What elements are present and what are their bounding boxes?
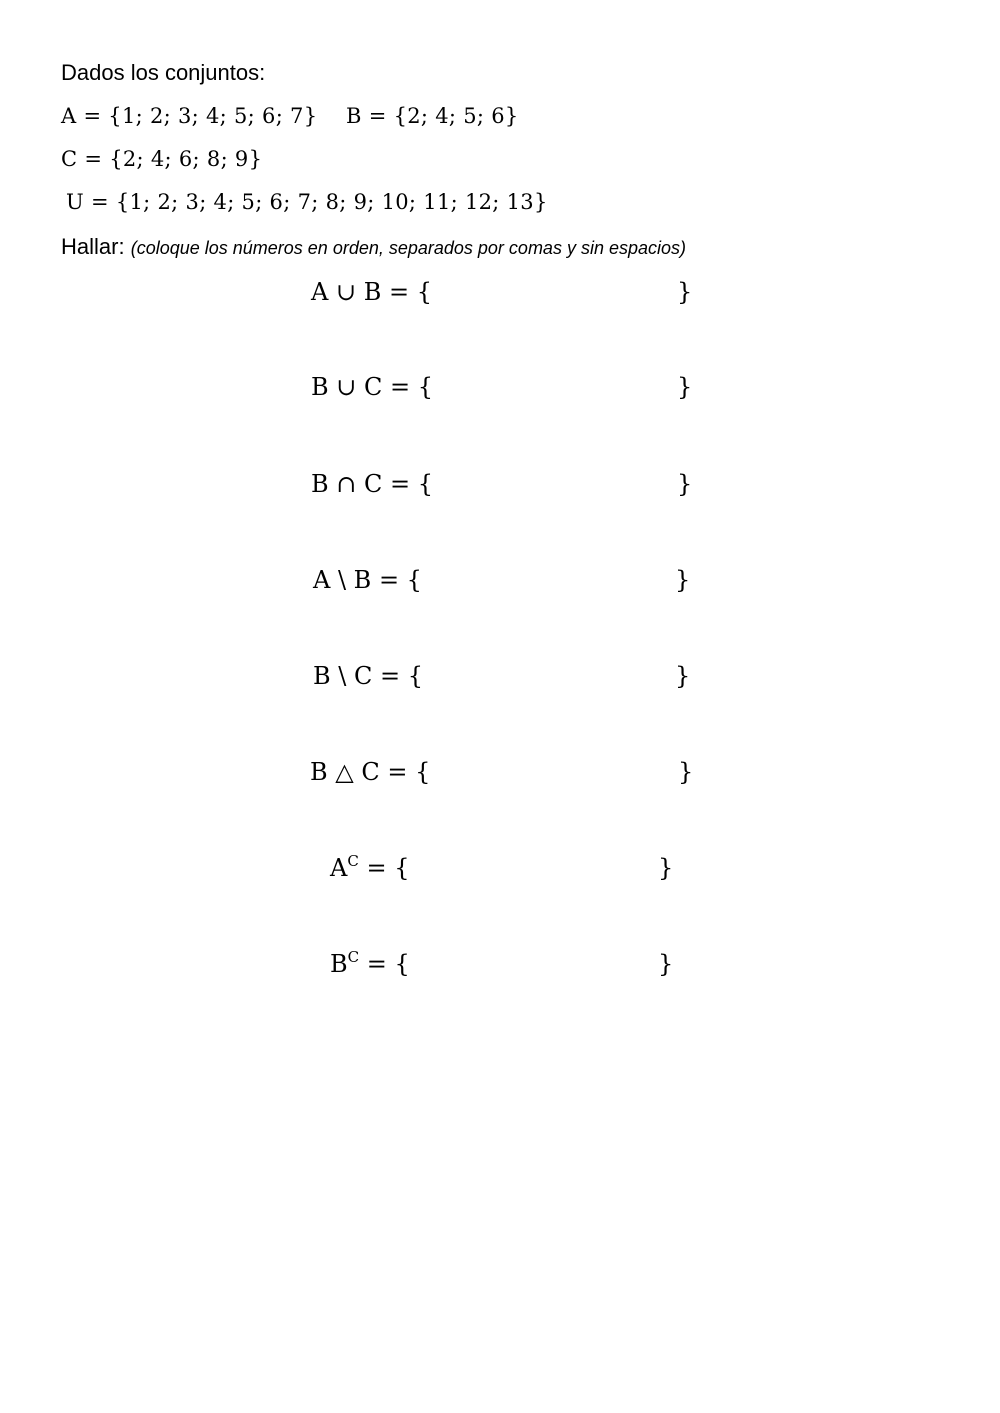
closing-brace: } [675, 566, 691, 594]
expression-b-union-c: B ∪ C = { [311, 373, 434, 401]
answer-input-a-complement[interactable] [412, 854, 652, 884]
expression-b-symmetric-difference-c: B △ C = { [310, 758, 431, 786]
expression-a-minus-b: A \ B = { [313, 566, 422, 594]
base-b: B [330, 950, 348, 978]
answer-input-b-intersection-c[interactable] [431, 470, 671, 500]
set-u-definition: U = {1; 2; 3; 4; 5; 6; 7; 8; 9; 10; 11; 12; 13} [66, 190, 548, 214]
exercise-a-minus-b [313, 566, 713, 600]
instructions-note: (coloque los números en orden, separados por comas y sin espacios) [130, 238, 686, 258]
answer-input-a-union-b[interactable] [431, 278, 671, 308]
set-c-definition: C = {2; 4; 6; 8; 9} [61, 147, 263, 171]
superscript-c: C [347, 948, 360, 966]
exercise-a-union-b [311, 278, 711, 312]
answer-input-b-symmetric-difference-c[interactable] [432, 758, 672, 788]
expression-b-intersection-c: B ∩ C = { [311, 470, 434, 498]
closing-brace: } [678, 758, 694, 786]
exercise-b-minus-c [313, 662, 713, 696]
instructions-label: Hallar: [61, 234, 125, 259]
closing-brace: } [658, 950, 674, 978]
closing-brace: } [675, 662, 691, 690]
expression-b-complement [330, 950, 410, 978]
answer-input-b-union-c[interactable] [431, 373, 671, 403]
exercise-b-complement [330, 950, 690, 984]
expression-b-minus-c: B \ C = { [313, 662, 423, 690]
exercise-b-symmetric-difference-c [310, 758, 710, 792]
exercise-a-complement [330, 854, 690, 888]
equals-open-brace: = { [358, 854, 410, 882]
expression-a-complement [330, 854, 409, 882]
instructions [61, 234, 686, 260]
closing-brace: } [677, 278, 693, 306]
closing-brace: } [677, 373, 693, 401]
closing-brace: } [658, 854, 674, 882]
exercise-b-intersection-c [311, 470, 711, 504]
set-a-definition: A = {1; 2; 3; 4; 5; 6; 7} [61, 104, 318, 128]
base-a: A [330, 854, 348, 882]
answer-input-b-minus-c[interactable] [431, 662, 671, 692]
set-b-definition: B = {2; 4; 5; 6} [346, 104, 519, 128]
answer-input-b-complement[interactable] [412, 950, 652, 980]
intro-text: Dados los conjuntos: [61, 60, 266, 85]
answer-input-a-minus-b[interactable] [431, 566, 671, 596]
equals-open-brace: = { [359, 950, 410, 978]
expression-a-union-b: A ∪ B = { [311, 278, 432, 306]
exercise-b-union-c [311, 373, 711, 407]
superscript-c: C [347, 852, 359, 870]
closing-brace: } [677, 470, 693, 498]
